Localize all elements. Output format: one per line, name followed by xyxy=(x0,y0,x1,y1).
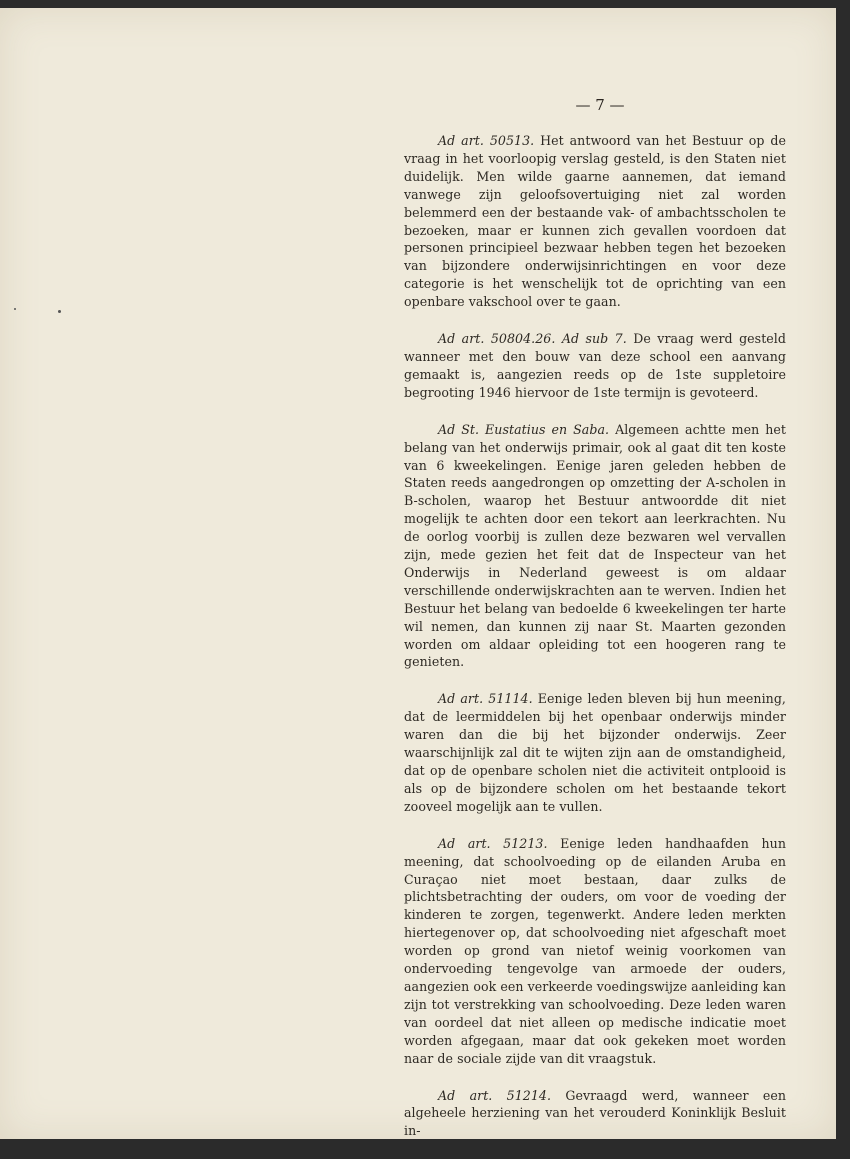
paper-speck xyxy=(58,310,61,313)
paragraph-art-5080426 xyxy=(404,330,786,402)
paragraph-art-51214 xyxy=(404,1087,786,1141)
article-reference: Ad art. 50513. xyxy=(438,133,535,148)
paragraph-art-51213 xyxy=(404,835,786,1068)
paragraph-text: Eenige leden bleven bij hun meening, dat de leermiddelen bij het openbaar onderwijs minder waren dan die bij het bijzonder onderwijs. Zeer waarschijnlijk zal dit te wijten zijn aan de omstandigheid, dat op de openbare scholen niet die activiteit ontplooid is als op de bijzondere scholen om het bestaande tekort zooveel mogelijk aan te vullen. xyxy=(404,691,786,814)
article-reference: Ad art. 50804.26. Ad sub 7. xyxy=(438,331,627,347)
document-page xyxy=(0,8,836,1139)
paragraph-text: Eenige leden handhaafden hun meening, dat schoolvoeding op de eilanden Aruba en Curaçao niet moet bestaan, daar zulks de plichtsbetrachting der ouders, om voor de voeding der kinderen te zorgen, tegenwerkt. Andere leden merkten hiertegenover op, dat schoolvoeding niet afgeschaft moet worden op grond van nietof weinig voorkomen van ondervoeding tengevolge van armoede der ouders, aangezien ook een verkeerde voedingswijze aanleiding kan zijn tot verstrekking van schoolvoeding. Deze leden waren van oordeel dat niet alleen op medische indicatie moet worden afgegaan, maar dat ook gekeken moet worden naar de sociale zijde van dit vraagstuk. xyxy=(404,835,786,1066)
paragraph-text: Algemeen achtte men het belang van het onderwijs primair, ook al gaat dit ten koste van 6 kweekelingen. Eenige jaren geleden hebben de Staten reeds aangedrongen op omzetting der A-scholen in B-scholen, waarop het Bestuur antwoordde dit niet mogelijk te achten door een tekort aan leerkrachten. Nu de oorlog voorbij is zullen deze bezwaren wel vervallen zijn, mede gezien het feit dat de Inspecteur van het Onderwijs in Nederland geweest is om aldaar verschillende onderwijskrachten aan te werven. Indien het Bestuur het belang van bedoelde 6 kweekelingen ter harte wil nemen, dan kunnen zij naar St. Maarten gezonden worden om aldaar opleiding tot een hoogeren rang te genieten. xyxy=(404,421,786,670)
page-number: — 7 — xyxy=(575,96,625,114)
paragraph-text: De vraag werd gesteld wanneer met den bouw van deze school een aanvang gemaakt is, aangezien reeds op de 1ste suppletoire begrooting 1946 hiervoor de 1ste termijn is gevoteerd. xyxy=(404,331,786,400)
paragraph-art-51114 xyxy=(404,690,786,815)
article-reference: Ad art. 51114. xyxy=(438,691,533,707)
article-reference: Ad St. Eustatius en Saba. xyxy=(438,421,610,437)
paragraph-text: Het antwoord van het Bestuur op de vraag in het voorloopig verslag gesteld, is den Staten niet duidelijk. Men wilde gaarne aannemen, dat iemand vanwege zijn geloofsovertuiging niet zal worden belemmerd een der bestaande vak- of ambachtsscholen te bezoeken, maar er kunnen zich gevallen voordoen dat personen principieel bezwaar hebben tegen het bezoeken van bijzondere onderwijsinrichtingen en voor deze categorie is het wenschelijk tot de oprichting van een openbare vakschool over te gaan. xyxy=(404,133,786,310)
paragraph-text: Gevraagd werd, wanneer een algeheele herziening van het verouderd Koninklijk Besluit in- xyxy=(404,1087,786,1139)
paper-speck xyxy=(14,308,16,310)
document-body xyxy=(404,132,786,1159)
paragraph-art-50513 xyxy=(404,132,786,311)
article-reference: Ad art. 51214. xyxy=(438,1087,552,1103)
paragraph-st-eustatius-saba xyxy=(404,421,786,672)
article-reference: Ad art. 51213. xyxy=(438,835,548,851)
